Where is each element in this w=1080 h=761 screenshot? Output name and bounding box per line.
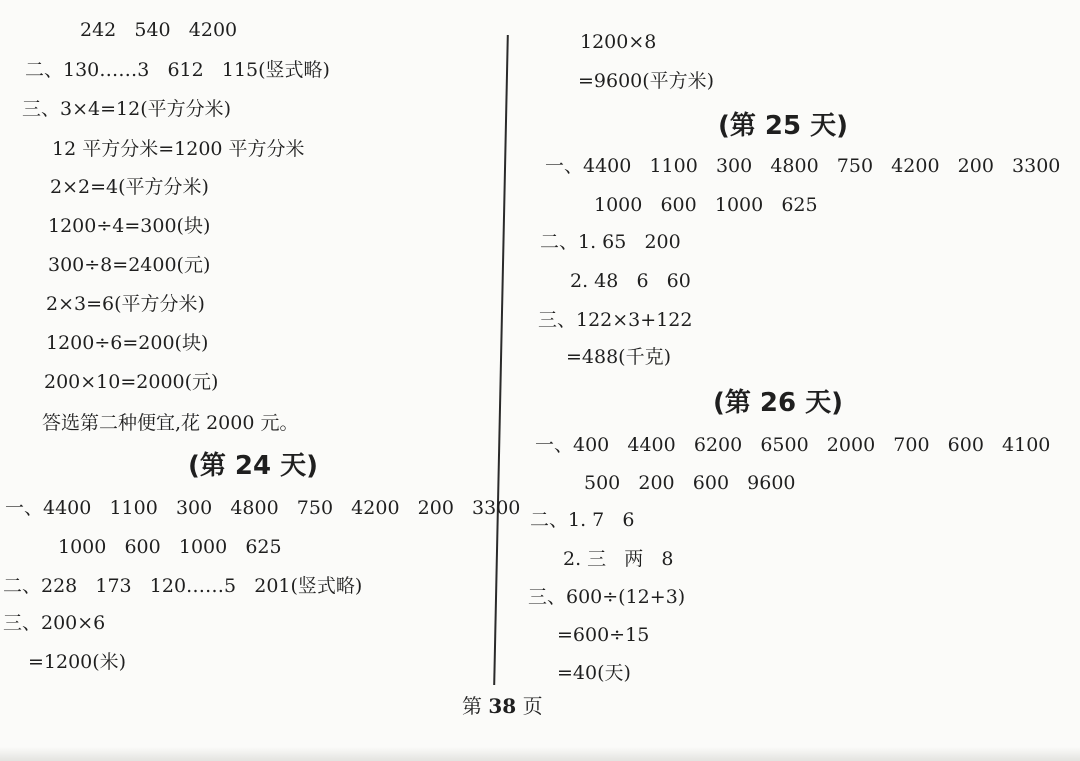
left-line-10: 200×10=2000(元) [44,371,219,393]
right-line-1: 1200×8 [580,31,657,53]
left-line-9: 1200÷6=200(块) [46,332,209,354]
day26-line-2: 500 200 600 9600 [584,472,796,494]
page-number-prefix: 第 [462,694,482,718]
day26-line-3: 二、1. 7 6 [530,509,635,531]
left-line-5: 2×2=4(平方分米) [50,176,209,198]
day26-line-1: 一、400 4400 6200 6500 2000 700 600 4100 [535,434,1051,456]
page-number-value: 38 [488,694,517,718]
day25-line-4: 2. 48 6 60 [570,270,691,292]
day24-line-5: =1200(米) [28,651,127,673]
page-number [462,693,543,719]
day24-line-4: 三、200×6 [3,612,106,634]
page-number-suffix: 页 [522,694,543,718]
day-25-heading: (第 25 天) [718,111,849,141]
left-line-4: 12 平方分米=1200 平方分米 [52,138,305,160]
day24-line-3: 二、228 173 120……5 201(竖式略) [3,575,363,597]
day25-line-2: 1000 600 1000 625 [594,194,818,216]
day26-line-7: =40(天) [557,662,631,684]
left-line-11: 答选第二种便宜,花 2000 元。 [42,412,299,434]
day-24-heading: (第 24 天) [188,451,319,481]
day25-line-3: 二、1. 65 200 [540,231,681,253]
left-line-1: 242 540 4200 [80,19,238,41]
column-divider [493,35,509,685]
day25-line-1: 一、4400 1100 300 4800 750 4200 200 3300 [545,155,1061,177]
page-edge-shadow [0,747,1080,761]
day26-line-6: =600÷15 [557,624,650,646]
left-line-2: 二、130……3 612 115(竖式略) [25,59,330,81]
left-line-6: 1200÷4=300(块) [48,215,211,237]
right-line-2: =9600(平方米) [578,70,715,92]
left-line-7: 300÷8=2400(元) [48,254,211,276]
left-line-3: 三、3×4=12(平方分米) [22,98,232,120]
day24-line-2: 1000 600 1000 625 [58,536,282,558]
day-26-heading: (第 26 天) [713,388,844,418]
day25-line-5: 三、122×3+122 [538,309,693,331]
left-line-8: 2×3=6(平方分米) [46,293,205,315]
day26-line-5: 三、600÷(12+3) [528,586,686,608]
day24-line-1: 一、4400 1100 300 4800 750 4200 200 3300 [5,497,521,519]
day26-line-4: 2. 三 两 8 [563,548,674,570]
day25-line-6: =488(千克) [566,346,672,368]
